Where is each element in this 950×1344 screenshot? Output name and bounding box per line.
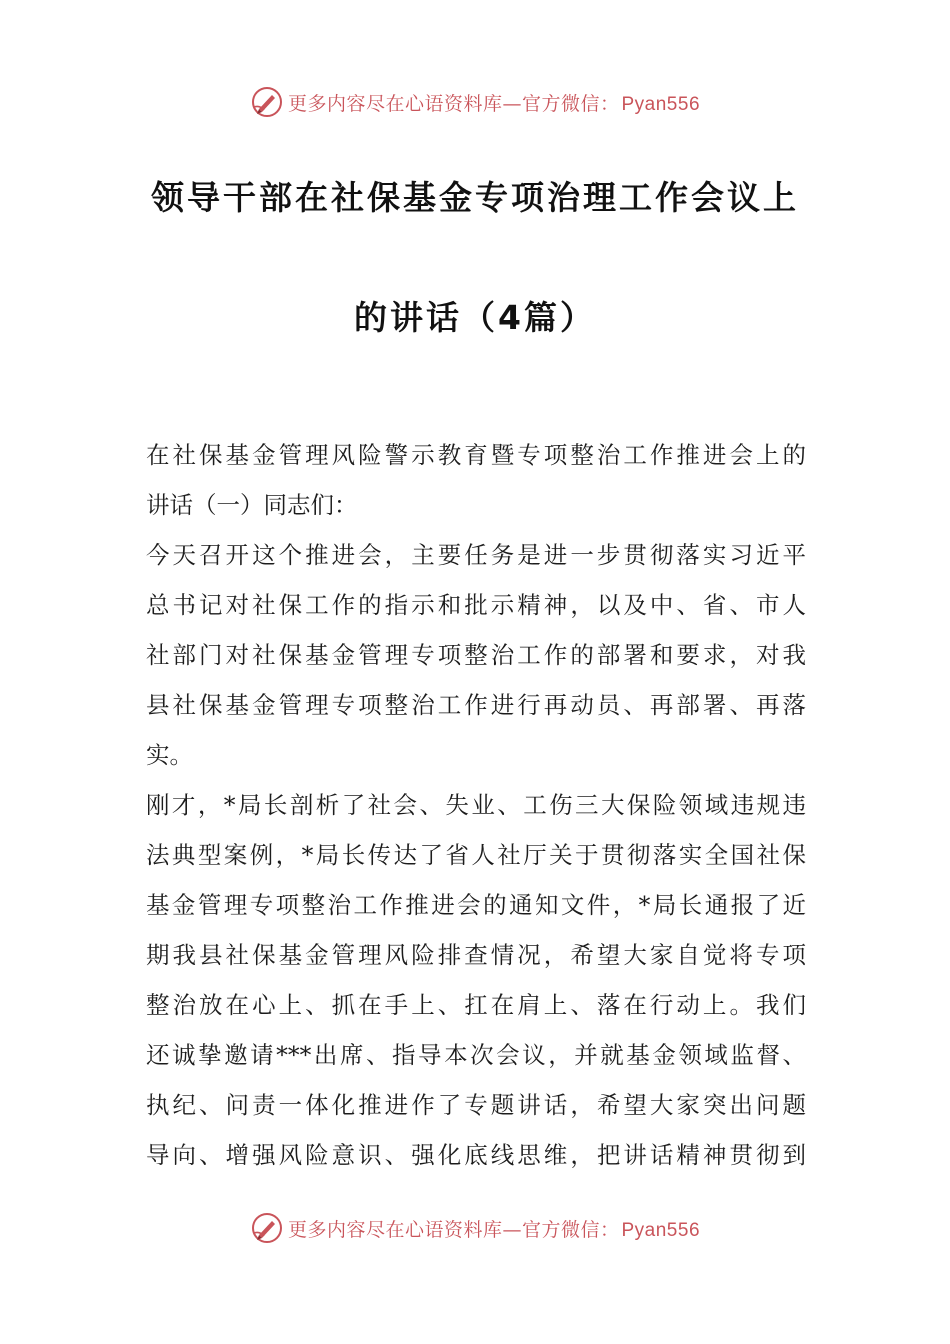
- body-line: 讲话（一）同志们：: [146, 491, 358, 519]
- body-line: 期我县社保基金管理风险排查情况，希望大家自觉将专项: [146, 941, 806, 969]
- body-line: 还诚挚邀请***出席、指导本次会议，并就基金领域监督、: [146, 1041, 806, 1069]
- body-line: 今天召开这个推进会，主要任务是进一步贯彻落实习近平: [146, 541, 806, 569]
- document-body: [146, 430, 806, 1180]
- body-line: 实。: [146, 741, 193, 769]
- wechat-id: Pyan556: [621, 93, 701, 115]
- body-line: 整治放在心上、抓在手上、扛在肩上、落在行动上。我们: [146, 991, 806, 1019]
- wechat-id: Pyan556: [621, 1219, 701, 1241]
- document-title-line-1: 领导干部在社保基金专项治理工作会议上: [151, 178, 799, 217]
- pen-logo-icon: [250, 1211, 284, 1245]
- body-line: 刚才，*局长剖析了社会、失业、工伤三大保险领域违规违: [146, 791, 806, 819]
- watermark-text: 更多内容尽在心语资料库—官方微信： Pyan556: [287, 1218, 701, 1241]
- body-line: 县社保基金管理专项整治工作进行再动员、再部署、再落: [146, 691, 806, 719]
- watermark-text: 更多内容尽在心语资料库—官方微信： Pyan556: [287, 92, 701, 115]
- body-line: 在社保基金管理风险警示教育暨专项整治工作推进会上的: [146, 441, 806, 469]
- pen-logo-icon: [250, 85, 284, 119]
- body-line: 总书记对社保工作的指示和批示精神，以及中、省、市人: [146, 591, 806, 619]
- header-watermark: [0, 82, 950, 122]
- body-line: 导向、增强风险意识、强化底线思维，把讲话精神贯彻到: [146, 1141, 806, 1169]
- document-title-line-2: 的讲话（4篇）: [354, 298, 596, 337]
- body-line: 社部门对社保基金管理专项整治工作的部署和要求，对我: [146, 641, 806, 669]
- body-line: 法典型案例，*局长传达了省人社厅关于贯彻落实全国社保: [146, 841, 806, 869]
- body-line: 基金管理专项整治工作推进会的通知文件，*局长通报了近: [146, 891, 806, 919]
- body-line: 执纪、问责一体化推进作了专题讲话，希望大家突出问题: [146, 1091, 806, 1119]
- footer-watermark: [0, 1208, 950, 1248]
